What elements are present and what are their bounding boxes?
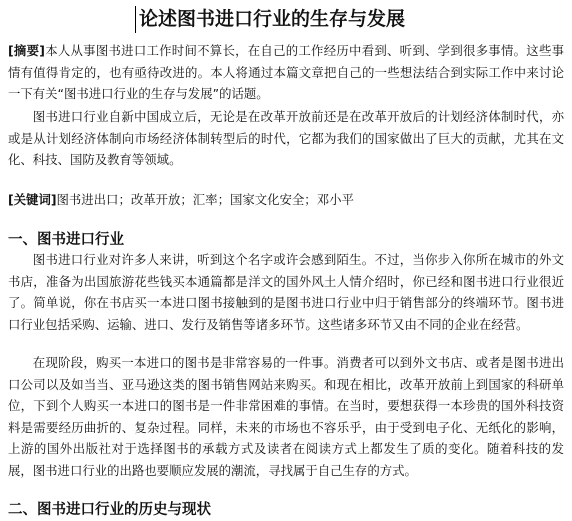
- keywords-text: 图书进出口；改革开放；汇率；国家文化安全；邓小平: [56, 192, 354, 207]
- section1-paragraph-1: 图书进口行业对许多人来讲，听到这个名字或许会感到陌生。不过，当你步入你所在城市的外文书店，准备为出国旅游花些钱买本通篇都是洋文的国外风土人情介绍时，你已经和图书进口行业很近了。简单说，你在书店买一本进口图书接触到的是图书进口行业中归于销售部分的终端环节。图书进口行业包括采购、运输、进口、发行及销售等诸多环节。这些诸多环节又由不同的企业在经营。: [8, 252, 564, 332]
- document-title: 论述图书进口行业的生存与发展: [139, 8, 406, 30]
- text-cursor: [135, 6, 136, 33]
- section1-paragraph-2: 在现阶段，购买一本进口的图书是非常容易的一件事。消费者可以到外文书店、或者是图书进出口公司以及如当当、亚马逊这类的图书销售网站来购买。和现在相比，改革开放前上到国家的科研单位，下到个人购买一本进口的图书是一件非常困难的事情。在当时，要想获得一本珍贵的国外科技资料是需要经历曲折的、复杂过程。同样，未来的市场也不容乐乎，由于受到电子化、无纸化的影响，上游的国外出版社对于选择图书的承载方式及读者在阅读方式上都发生了质的变化。随着科技的发展，图书进口行业的出路也要顺应发展的潮流，寻找属于自己生存的方式。: [8, 355, 564, 478]
- abstract-label: [摘要]: [8, 43, 45, 58]
- keywords-label: [关键词]: [8, 192, 57, 207]
- abstract-paragraph: [8, 40, 564, 105]
- section-heading-1: 一、图书进口行业: [8, 231, 124, 248]
- keywords-line: [8, 189, 564, 210]
- abstract-text: 本人从事图书进口工作时间不算长，在自己的工作经历中看到、听到、学到很多事情。这些事情有值得肯定的，也有亟待改进的。本人将通过本篇文章把自己的一些想法结合到实际工作中来讨论一下有关“图书进口行业的生存与发展”的话题。: [8, 43, 565, 102]
- section-heading-2: 二、图书进口行业的历史与现状: [8, 501, 211, 518]
- abstract-paragraph-2: 图书进口行业自新中国成立后，无论是在改革开放前还是在改革开放后的计划经济体制时代，亦或是从计划经济体制向市场经济体制转型后的时代，它都为我们的国家做出了巨大的贡献，尤其在文化、科技、国防及教育等领域。: [8, 109, 564, 168]
